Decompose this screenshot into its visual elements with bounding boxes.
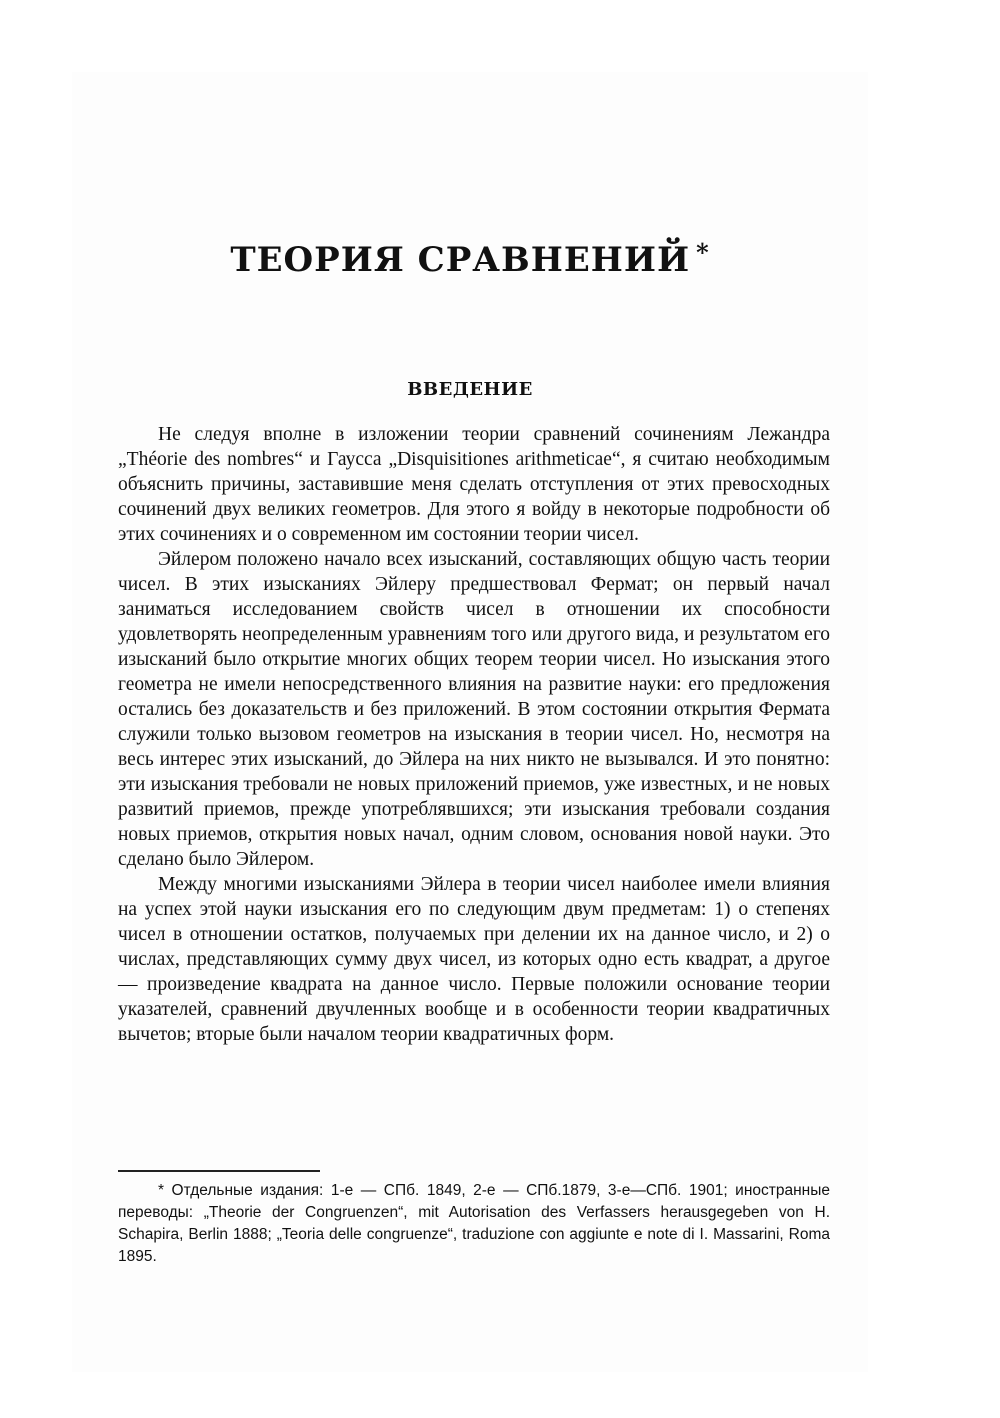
title-footnote-mark: * xyxy=(696,237,710,267)
page-title xyxy=(0,238,940,280)
footnote: * Отдельные издания: 1-е — СПб. 1849, 2-е — СПб.1879, 3-е—СПб. 1901; иностранные переводы: „Theorie der Congruenzen“, mit Autorisation des Verfassers herausgegeben von H. Schapira, Berlin 1888; „Teoria delle congruenze“, traduzione con aggiunte e note di I. Massarini, Roma 1895. xyxy=(118,1182,830,1265)
section-heading: ВВЕДЕНИЕ xyxy=(407,378,533,400)
body-text xyxy=(118,422,830,1047)
title-text: ТЕОРИЯ СРАВНЕНИЙ xyxy=(230,239,691,280)
footnote-divider xyxy=(118,1170,320,1172)
paragraph: Не следуя вполне в изложении теории сравнений сочинениям Лежандра „Théorie des nombres“ и Гаусса „Disquisitiones arithmeticae“, я считаю необходимым объяснить причины, заставившие меня сделать отступления от этих превосходных сочинений двух великих геометров. Для этого я войду в некоторые подробности об этих сочинениях и о современном им состоянии теории чисел. xyxy=(118,424,830,545)
paragraph: Эйлером положено начало всех изысканий, составляющих общую часть теории чисел. В этих изысканиях Эйлеру предшествовал Фермат; он первый начал заниматься исследованием свойств чисел в отношении их способности удовлетворять неопределенным уравнениям того или другого вида, и результатом его изысканий было открытие многих общих теорем теории чисел. Но изыскания этого геометра не имели непосредственного влияния на развитие науки: его предложения остались без доказательств и без приложений. В этом состоянии открытия Фермата служили только вызовом геометров на изыскания в теории чисел. Но, несмотря на весь интерес этих изысканий, до Эйлера на них никто не вызывался. И это понятно: эти изыскания требовали не новых приложений приемов, уже известных, и не новых развитий приемов, прежде употреблявшихся; эти изыскания требовали создания новых приемов, открытия новых начал, одним словом, основания новой науки. Это сделано было Эйлером. xyxy=(118,549,830,870)
paragraph: Между многими изысканиями Эйлера в теории чисел наиболее имели влияния на успех этой науки изыскания его по следующим двум предметам: 1) о степенях чисел в отношении остатков, получаемых при делении их на данное число, и 2) о числах, представляющих сумму двух чисел, из которых одно есть квадрат, а другое — произведение квадрата на данное число. Первые положили основание теории указателей, сравнений двучленных вообще и в особенности теории квадратичных вычетов; вторые были началом теории квадратичных форм. xyxy=(118,874,830,1045)
